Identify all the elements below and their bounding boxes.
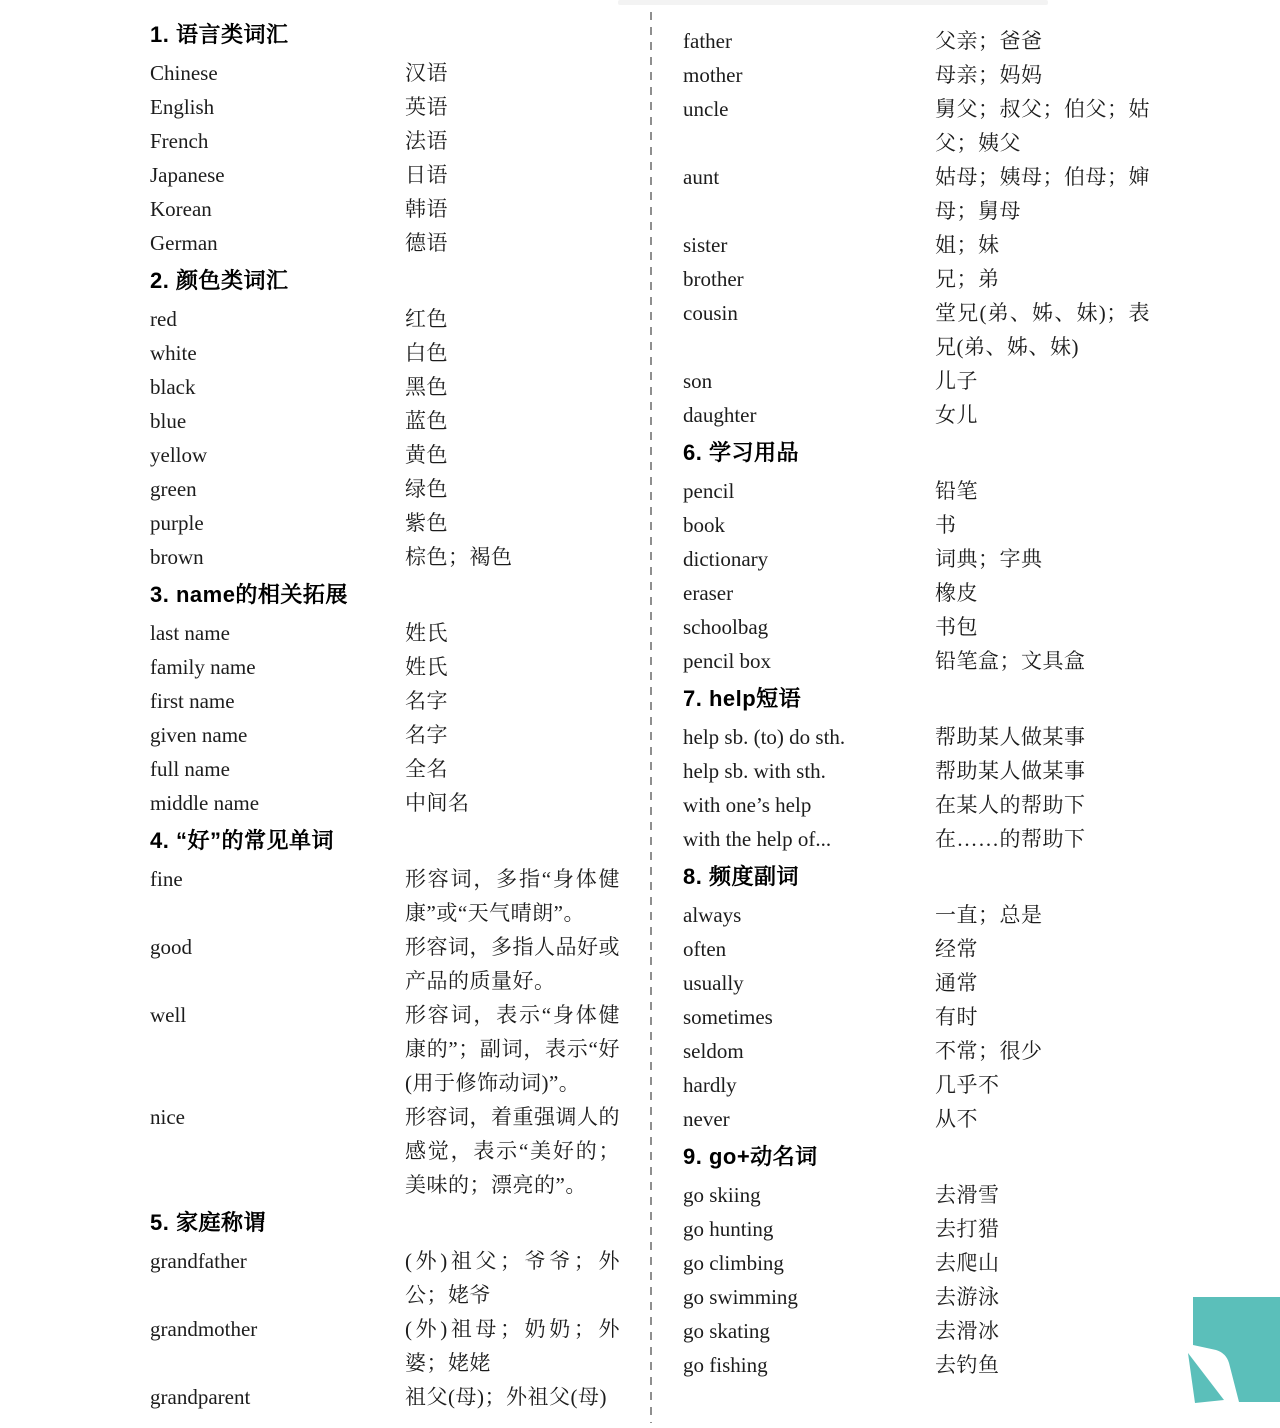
chinese-meaning: 铅笔盒；文具盒 bbox=[935, 649, 1086, 673]
english-term: help sb. (to) do sth. bbox=[683, 725, 846, 749]
vocab-entry-row bbox=[150, 718, 622, 752]
english-term: sister bbox=[683, 233, 728, 257]
chinese-meaning: 有时 bbox=[935, 1005, 978, 1029]
chinese-meaning: 蓝色 bbox=[405, 409, 448, 433]
english-term: go swimming bbox=[683, 1285, 798, 1309]
chinese-meaning: 铅笔 bbox=[935, 479, 978, 503]
english-term: aunt bbox=[683, 165, 720, 189]
english-term: son bbox=[683, 369, 713, 393]
chinese-meaning: 去钓鱼 bbox=[935, 1353, 1000, 1377]
chinese-meaning: 祖父(母)；外祖父(母) bbox=[405, 1385, 607, 1409]
chinese-meaning: 去滑雪 bbox=[935, 1183, 1000, 1207]
vocab-entry-row bbox=[683, 24, 1150, 58]
vocab-entry-row bbox=[683, 474, 1150, 508]
section-heading: 8. 频度副词 bbox=[683, 864, 799, 889]
vocab-entry-row bbox=[683, 822, 1150, 856]
english-term: never bbox=[683, 1107, 730, 1131]
vocab-entry-row bbox=[683, 576, 1150, 610]
vocab-entry-row bbox=[150, 1380, 622, 1414]
english-term: mother bbox=[683, 63, 743, 87]
chinese-meaning: 在……的帮助下 bbox=[935, 827, 1086, 851]
chinese-meaning: 橡皮 bbox=[935, 581, 978, 605]
chinese-meaning: 姐；妹 bbox=[935, 233, 1000, 257]
vocab-entry-row bbox=[683, 720, 1150, 754]
english-term: go skiing bbox=[683, 1183, 761, 1207]
chinese-meaning: 白色 bbox=[405, 341, 448, 365]
english-term: grandmother bbox=[150, 1317, 258, 1341]
english-term: with one’s help bbox=[683, 793, 812, 817]
chinese-meaning: 去滑冰 bbox=[935, 1319, 1000, 1343]
vocab-entry-row bbox=[683, 1246, 1150, 1280]
folded-corner-svg bbox=[1185, 1297, 1280, 1423]
vocab-entry-row bbox=[683, 262, 1150, 296]
section-heading: 5. 家庭称谓 bbox=[150, 1210, 266, 1235]
vocab-entry-row bbox=[150, 786, 622, 820]
english-term: Chinese bbox=[150, 61, 218, 85]
english-term: eraser bbox=[683, 581, 734, 605]
vocab-entry-row bbox=[150, 438, 622, 472]
vocab-entry-row bbox=[150, 1100, 622, 1202]
chinese-meaning: 兄；弟 bbox=[935, 267, 1000, 291]
english-term: hardly bbox=[683, 1073, 737, 1097]
english-term: always bbox=[683, 903, 742, 927]
english-term: uncle bbox=[683, 97, 729, 121]
english-term: Korean bbox=[150, 197, 212, 221]
vocab-section bbox=[150, 263, 622, 574]
english-term: usually bbox=[683, 971, 744, 995]
chinese-meaning: 全名 bbox=[405, 757, 448, 781]
section-heading: 6. 学习用品 bbox=[683, 440, 799, 465]
vocab-entry-row bbox=[683, 1034, 1150, 1068]
english-term: green bbox=[150, 477, 197, 501]
vocab-entry-row bbox=[683, 228, 1150, 262]
vocab-entry-row bbox=[683, 1102, 1150, 1136]
english-term: purple bbox=[150, 511, 204, 535]
english-term: often bbox=[683, 937, 727, 961]
english-term: brother bbox=[683, 267, 744, 291]
vocab-entry-row bbox=[150, 336, 622, 370]
vocab-section bbox=[683, 1139, 1150, 1382]
vocab-entry-row bbox=[150, 752, 622, 786]
vocab-entry-row bbox=[150, 540, 622, 574]
vocab-section bbox=[683, 681, 1150, 856]
chinese-meaning: 词典；字典 bbox=[935, 547, 1043, 571]
english-term: go fishing bbox=[683, 1353, 768, 1377]
chinese-meaning: 紫色 bbox=[405, 511, 448, 535]
vocab-entry-row bbox=[150, 998, 622, 1100]
vocab-entry-row bbox=[683, 610, 1150, 644]
vocab-entry-row bbox=[150, 404, 622, 438]
right-column bbox=[683, 0, 1150, 1382]
vocab-entry-row bbox=[683, 542, 1150, 576]
vocab-entry-row bbox=[150, 930, 622, 998]
vocab-entry-row bbox=[150, 370, 622, 404]
chinese-meaning: 黄色 bbox=[405, 443, 448, 467]
chinese-meaning: 红色 bbox=[405, 307, 448, 331]
vocab-section bbox=[683, 859, 1150, 1136]
chinese-meaning: 韩语 bbox=[405, 197, 448, 221]
english-term: schoolbag bbox=[683, 615, 769, 639]
vocab-entry-row bbox=[150, 1312, 622, 1380]
english-term: middle name bbox=[150, 791, 260, 815]
english-term: fine bbox=[150, 867, 183, 891]
english-term: Japanese bbox=[150, 163, 225, 187]
english-term: black bbox=[150, 375, 196, 399]
english-term: sometimes bbox=[683, 1005, 773, 1029]
chinese-meaning: 帮助某人做某事 bbox=[935, 725, 1086, 749]
vocab-entry-row bbox=[683, 398, 1150, 432]
english-term: with the help of... bbox=[683, 827, 832, 851]
english-term: red bbox=[150, 307, 177, 331]
chinese-meaning: (外)祖父；爷爷；外公；姥爷 bbox=[405, 1249, 620, 1307]
english-term: go hunting bbox=[683, 1217, 774, 1241]
chinese-meaning: 英语 bbox=[405, 95, 448, 119]
vocab-entry-row bbox=[683, 932, 1150, 966]
english-term: daughter bbox=[683, 403, 757, 427]
chinese-meaning: 书包 bbox=[935, 615, 978, 639]
vocab-entry-row bbox=[683, 898, 1150, 932]
english-term: English bbox=[150, 95, 215, 119]
english-term: family name bbox=[150, 655, 256, 679]
section-heading: 2. 颜色类词汇 bbox=[150, 268, 289, 293]
english-term: father bbox=[683, 29, 732, 53]
vocab-entry-row bbox=[150, 862, 622, 930]
vocab-entry-row bbox=[150, 616, 622, 650]
chinese-meaning: 舅父；叔父；伯父；姑父；姨父 bbox=[935, 97, 1150, 155]
vocab-entry-row bbox=[150, 158, 622, 192]
english-term: well bbox=[150, 1003, 187, 1027]
english-term: last name bbox=[150, 621, 230, 645]
english-term: pencil bbox=[683, 479, 735, 503]
folded-page-corner-icon bbox=[1185, 1297, 1280, 1423]
chinese-meaning: 姑母；姨母；伯母；婶母；舅母 bbox=[935, 165, 1150, 223]
chinese-meaning: 帮助某人做某事 bbox=[935, 759, 1086, 783]
vocab-entry-row bbox=[683, 788, 1150, 822]
chinese-meaning: 形容词，多指人品好或产品的质量好。 bbox=[405, 935, 620, 993]
vocab-entry-row bbox=[683, 58, 1150, 92]
english-term: pencil box bbox=[683, 649, 772, 673]
chinese-meaning: 形容词，表示“身体健康的”；副词，表示“好(用于修饰动词)”。 bbox=[405, 1003, 620, 1095]
vocab-entry-row bbox=[683, 160, 1150, 228]
chinese-meaning: 名字 bbox=[405, 689, 448, 713]
vocab-entry-row bbox=[150, 506, 622, 540]
vocab-entry-row bbox=[683, 296, 1150, 364]
english-term: help sb. with sth. bbox=[683, 759, 826, 783]
english-term: cousin bbox=[683, 301, 738, 325]
english-term: yellow bbox=[150, 443, 208, 467]
vocab-entry-row bbox=[683, 1000, 1150, 1034]
chinese-meaning: 通常 bbox=[935, 971, 978, 995]
vocab-entry-row bbox=[683, 508, 1150, 542]
chinese-meaning: 名字 bbox=[405, 723, 448, 747]
vocab-entry-row bbox=[683, 1314, 1150, 1348]
english-term: grandparent bbox=[150, 1385, 251, 1409]
chinese-meaning: 母亲；妈妈 bbox=[935, 63, 1043, 87]
vocab-entry-row bbox=[683, 754, 1150, 788]
chinese-meaning: 从不 bbox=[935, 1107, 978, 1131]
chinese-meaning: 姓氏 bbox=[405, 655, 448, 679]
chinese-meaning: 黑色 bbox=[405, 375, 448, 399]
vocab-section bbox=[683, 435, 1150, 678]
chinese-meaning: (外)祖母；奶奶；外婆；姥姥 bbox=[405, 1317, 620, 1375]
vocab-section bbox=[683, 24, 1150, 432]
chinese-meaning: 去游泳 bbox=[935, 1285, 1000, 1309]
english-term: book bbox=[683, 513, 725, 537]
chinese-meaning: 形容词，多指“身体健康”或“天气晴朗”。 bbox=[405, 867, 620, 925]
chinese-meaning: 姓氏 bbox=[405, 621, 448, 645]
left-column bbox=[150, 0, 622, 1414]
vocab-section bbox=[150, 17, 622, 260]
vocab-entry-row bbox=[150, 56, 622, 90]
chinese-meaning: 书 bbox=[935, 513, 957, 537]
chinese-meaning: 德语 bbox=[405, 231, 448, 255]
vocab-entry-row bbox=[683, 92, 1150, 160]
section-heading: 9. go+动名词 bbox=[683, 1144, 818, 1169]
english-term: dictionary bbox=[683, 547, 769, 571]
vocab-entry-row bbox=[683, 1068, 1150, 1102]
vocab-entry-row bbox=[150, 90, 622, 124]
english-term: go skating bbox=[683, 1319, 770, 1343]
english-term: nice bbox=[150, 1105, 185, 1129]
vocab-entry-row bbox=[683, 1178, 1150, 1212]
chinese-meaning: 堂兄(弟、姊、妹)；表兄(弟、姊、妹) bbox=[935, 301, 1150, 359]
english-term: German bbox=[150, 231, 218, 255]
chinese-meaning: 日语 bbox=[405, 163, 448, 187]
vocab-entry-row bbox=[150, 192, 622, 226]
column-divider-dashed-line bbox=[650, 12, 652, 1423]
vocab-entry-row bbox=[683, 1348, 1150, 1382]
english-term: seldom bbox=[683, 1039, 744, 1063]
section-heading: 7. help短语 bbox=[683, 686, 802, 711]
english-term: French bbox=[150, 129, 209, 153]
english-term: go climbing bbox=[683, 1251, 784, 1275]
chinese-meaning: 不常；很少 bbox=[935, 1039, 1043, 1063]
vocab-entry-row bbox=[683, 1280, 1150, 1314]
english-term: given name bbox=[150, 723, 248, 747]
vocab-entry-row bbox=[150, 684, 622, 718]
english-term: first name bbox=[150, 689, 235, 713]
vocab-entry-row bbox=[683, 1212, 1150, 1246]
chinese-meaning: 去打猎 bbox=[935, 1217, 1000, 1241]
vocab-entry-row bbox=[150, 124, 622, 158]
vocab-entry-row bbox=[150, 472, 622, 506]
chinese-meaning: 几乎不 bbox=[935, 1073, 1000, 1097]
english-term: good bbox=[150, 935, 192, 959]
vocab-entry-row bbox=[150, 1244, 622, 1312]
english-term: full name bbox=[150, 757, 230, 781]
section-heading: 1. 语言类词汇 bbox=[150, 22, 289, 47]
vocab-entry-row bbox=[683, 644, 1150, 678]
english-term: white bbox=[150, 341, 197, 365]
english-term: blue bbox=[150, 409, 187, 433]
chinese-meaning: 汉语 bbox=[405, 61, 448, 85]
vocab-section bbox=[150, 823, 622, 1202]
chinese-meaning: 去爬山 bbox=[935, 1251, 1000, 1275]
chinese-meaning: 父亲；爸爸 bbox=[935, 29, 1043, 53]
chinese-meaning: 女儿 bbox=[935, 403, 978, 427]
vocab-entry-row bbox=[150, 226, 622, 260]
vocab-section bbox=[150, 577, 622, 820]
chinese-meaning: 中间名 bbox=[405, 791, 470, 815]
section-heading: 4. “好”的常见单词 bbox=[150, 828, 334, 853]
vocab-section bbox=[150, 1205, 622, 1414]
vocab-entry-row bbox=[683, 966, 1150, 1000]
english-term: brown bbox=[150, 545, 204, 569]
chinese-meaning: 经常 bbox=[935, 937, 978, 961]
chinese-meaning: 棕色；褐色 bbox=[405, 545, 513, 569]
section-heading: 3. name的相关拓展 bbox=[150, 582, 348, 607]
chinese-meaning: 一直；总是 bbox=[935, 903, 1043, 927]
chinese-meaning: 法语 bbox=[405, 129, 448, 153]
chinese-meaning: 形容词，着重强调人的感觉，表示“美好的；美味的；漂亮的”。 bbox=[405, 1105, 620, 1197]
vocab-entry-row bbox=[683, 364, 1150, 398]
chinese-meaning: 绿色 bbox=[405, 477, 448, 501]
vocab-entry-row bbox=[150, 302, 622, 336]
chinese-meaning: 在某人的帮助下 bbox=[935, 793, 1086, 817]
vocab-entry-row bbox=[150, 650, 622, 684]
chinese-meaning: 儿子 bbox=[935, 369, 978, 393]
english-term: grandfather bbox=[150, 1249, 247, 1273]
